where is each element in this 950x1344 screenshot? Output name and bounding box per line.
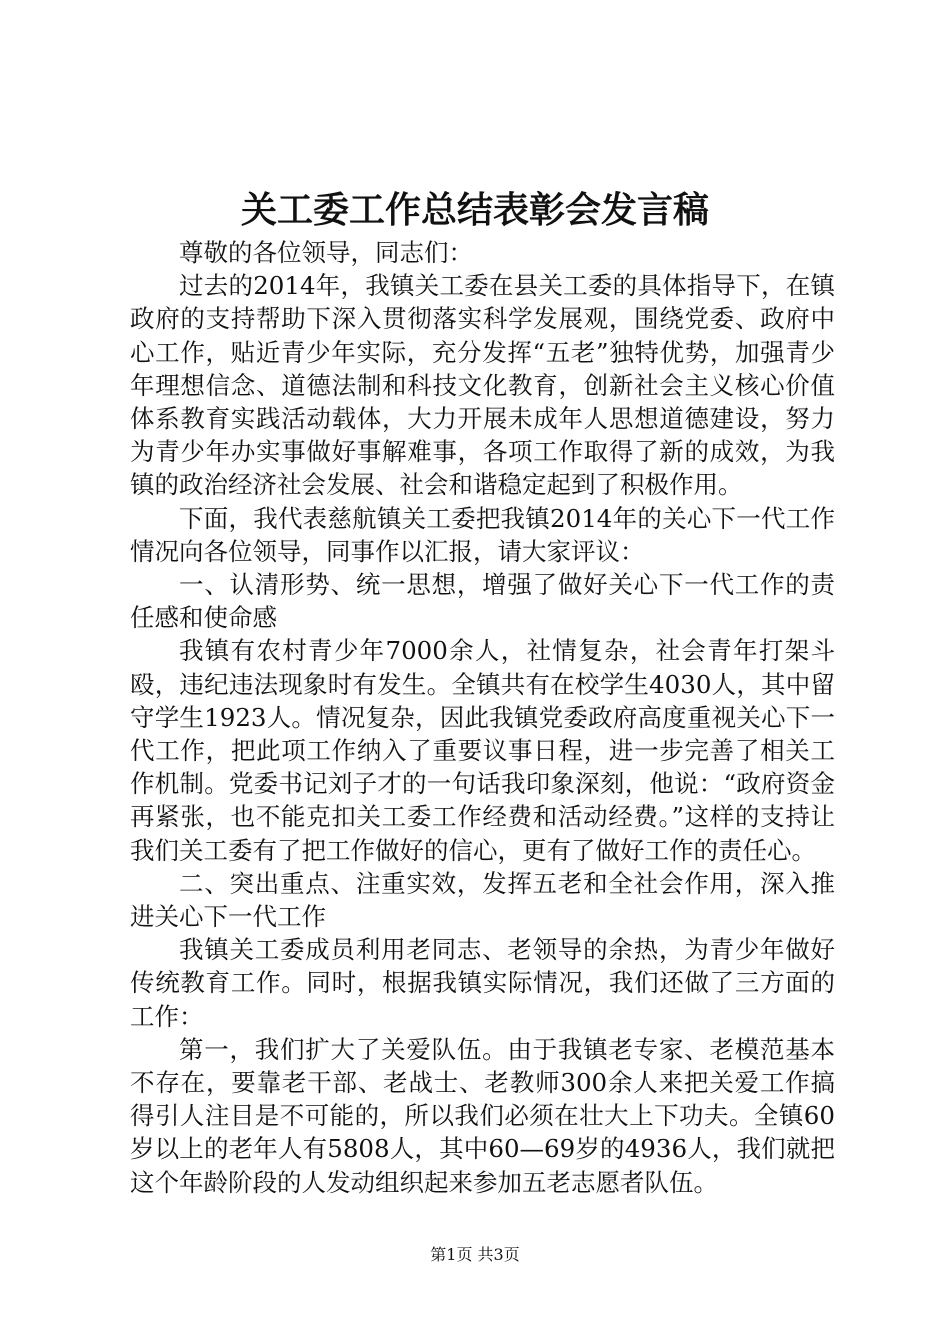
section-2-paragraph: 我镇关工委成员利用老同志、老领导的余热，为青少年做好传统教育工作。同时，根据我镇实际情况，我们还做了三方面的工作：	[130, 935, 835, 1031]
section-heading-1: 一、认清形势、统一思想，增强了做好关心下一代工作的责任感和使命感	[130, 570, 835, 633]
point-1-paragraph: 第一，我们扩大了关爱队伍。由于我镇老专家、老模范基本不存在，要靠老干部、老战士、老教师300余人来把关爱工作搞得引人注目是不可能的，所以我们必须在壮大上下功夫。全镇60岁以上的老年人有5808人，其中60—69岁的4936人，我们就把这个年龄阶段的人发动组织起来参加五老志愿者队伍。	[130, 1034, 835, 1197]
page-footer: 第1页 共3页	[430, 1245, 520, 1264]
section-1-paragraph: 我镇有农村青少年7000余人，社情复杂，社会青年打架斗殴，违纪违法现象时有发生。全镇共有在校学生4030人，其中留守学生1923人。情况复杂，因此我镇党委政府高度重视关心下一代工作，把此项工作纳入了重要议事日程，进一步完善了相关工作机制。党委书记刘子才的一句话我印象深刻，他说：“政府资金再紧张，也不能克扣关工委工作经费和活动经费。”这样的支持让我们关工委有了把工作做好的信心，更有了做好工作的责任心。	[130, 636, 835, 865]
intro-paragraph: 过去的2014年，我镇关工委在县关工委的具体指导下，在镇政府的支持帮助下深入贯彻落实科学发展观，围绕党委、政府中心工作，贴近青少年实际，充分发挥“五老”独特优势，加强青少年理想信念、道德法制和科技文化教育，创新社会主义核心价值体系教育实践活动载体，大力开展未成年人思想道德建设，努力为青少年办实事做好事解难事，各项工作取得了新的成效，为我镇的政治经济社会发展、社会和谐稳定起到了积极作用。	[130, 271, 835, 500]
document-body	[130, 236, 835, 1199]
report-intro-paragraph: 下面，我代表慈航镇关工委把我镇2014年的关心下一代工作情况向各位领导，同事作以汇报，请大家评议：	[130, 503, 835, 566]
document-title: 关工委工作总结表彰会发言稿	[240, 189, 709, 231]
salutation-paragraph: 尊敬的各位领导，同志们：	[179, 238, 473, 267]
section-heading-2: 二、突出重点、注重实效，发挥五老和全社会作用，深入推进关心下一代工作	[130, 868, 835, 932]
